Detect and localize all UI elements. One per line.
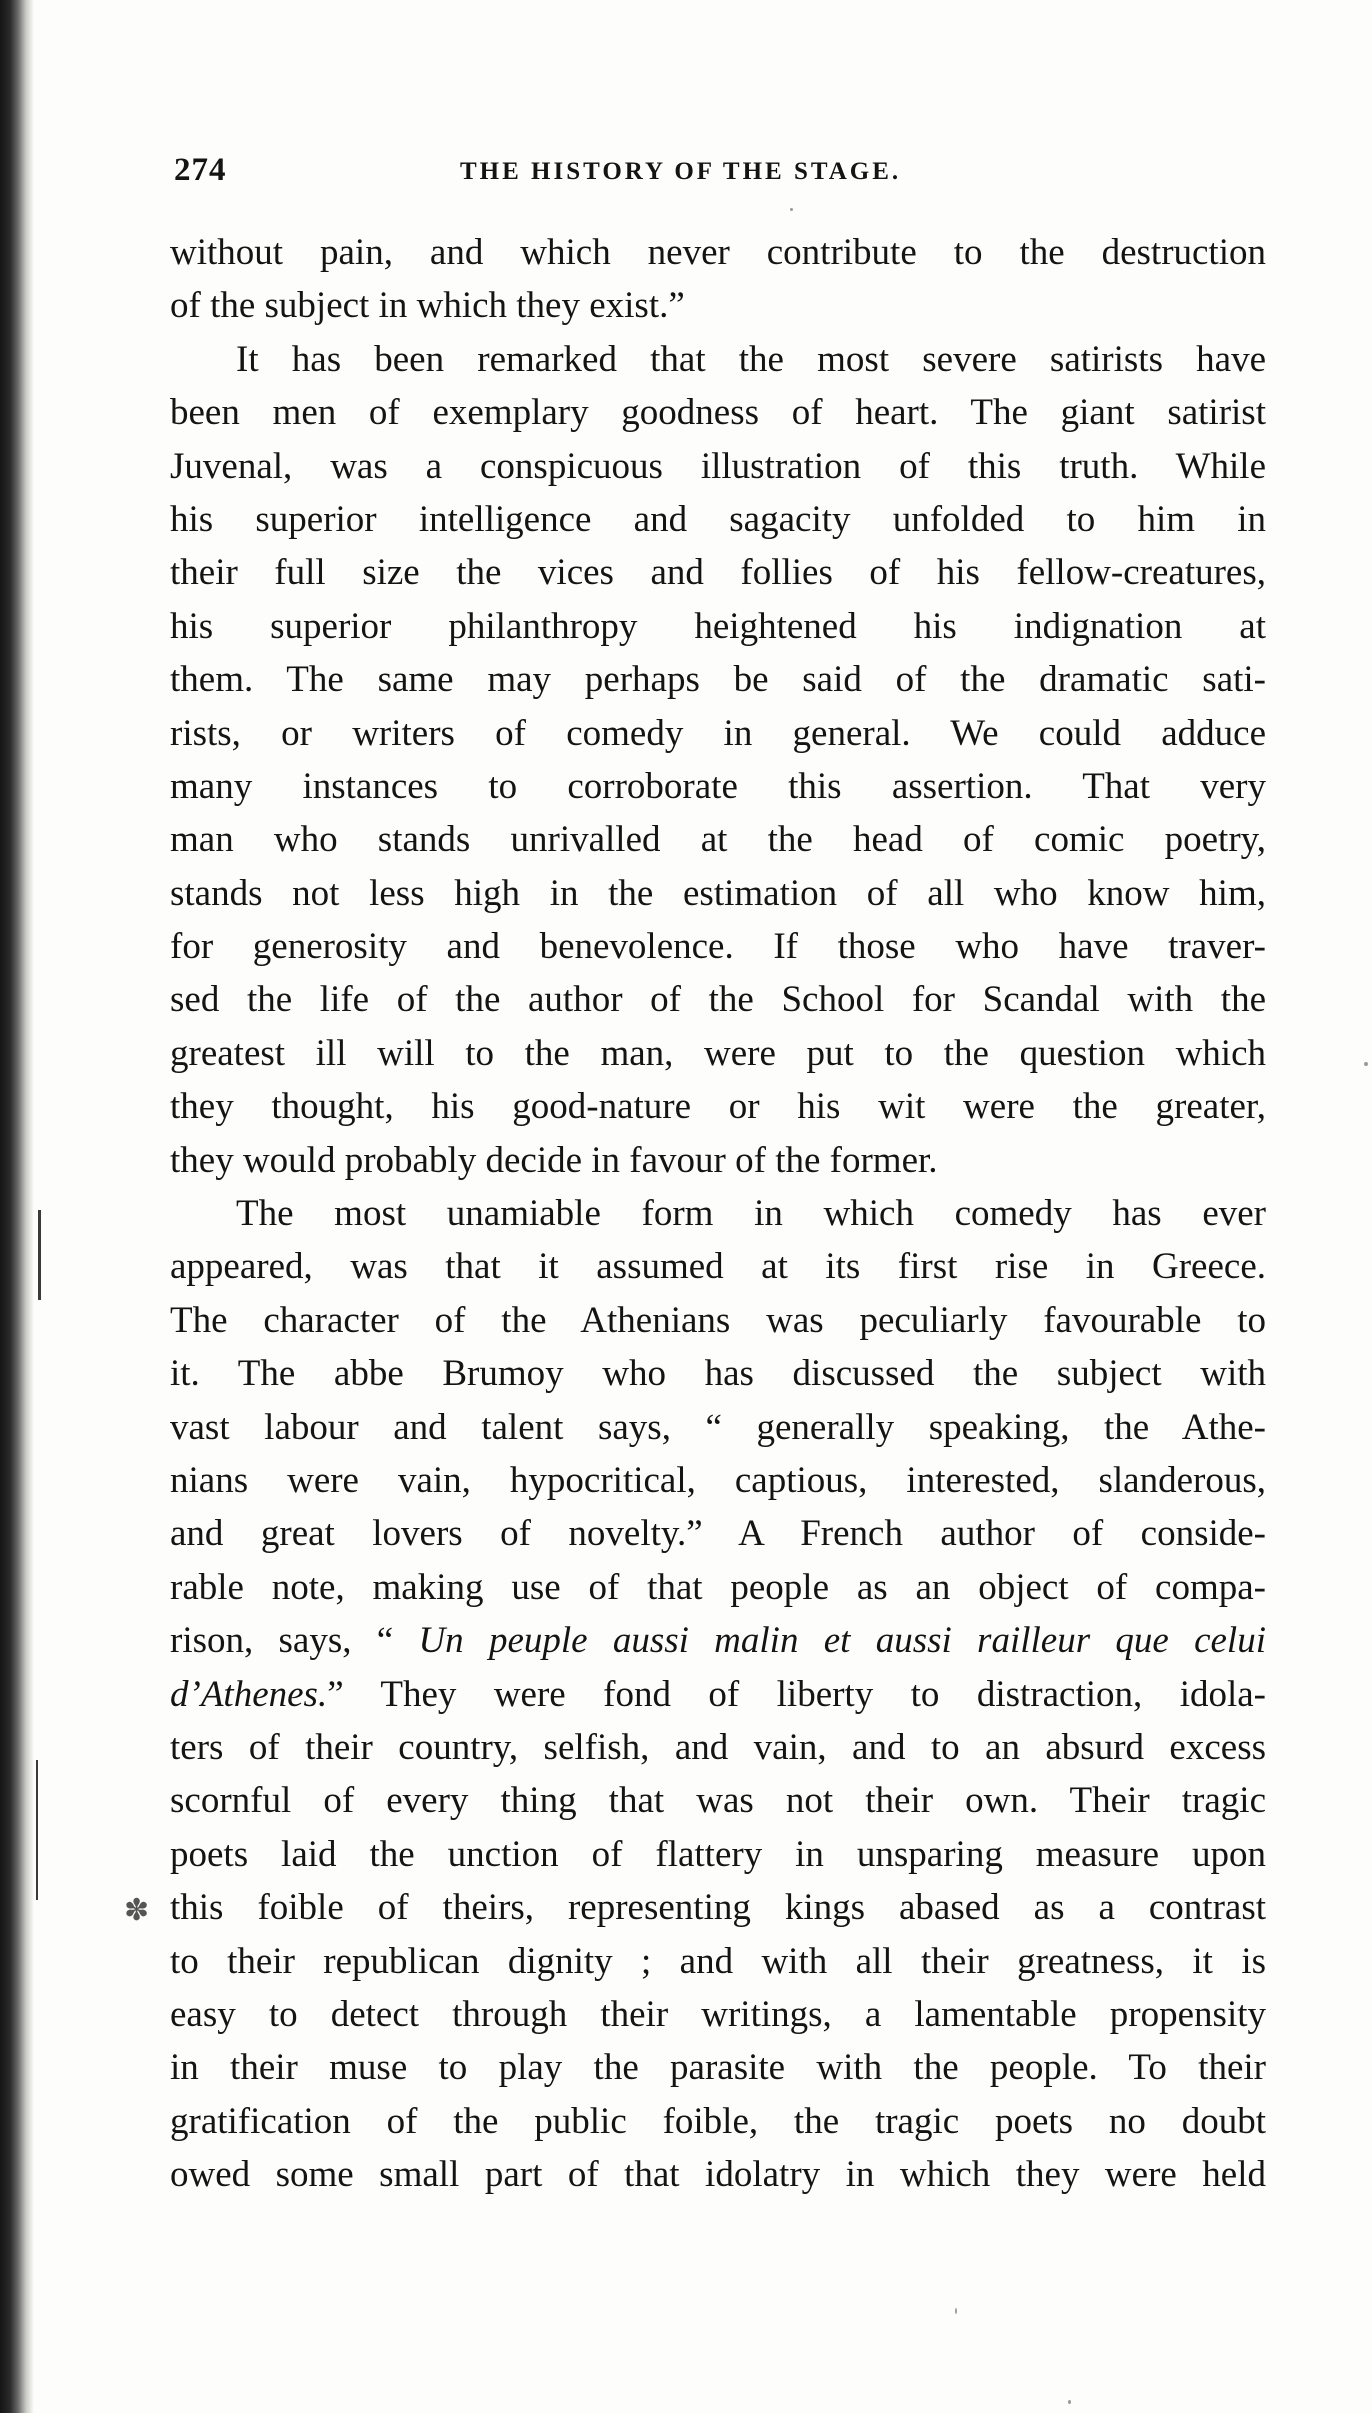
italic-phrase: Un peuple aussi malin et aussi railleur que celui	[418, 1620, 1266, 1662]
binding-speck	[38, 1210, 41, 1300]
text-line: nians were vain, hypocritical, captious, interested, slanderous,	[170, 1459, 1266, 1501]
text-line: ters of their country, selfish, and vain, and to an absurd excess	[170, 1726, 1266, 1768]
text-line: rable note, making use of that people as an object of compa-	[170, 1566, 1266, 1608]
text-line: they thought, his good-nature or his wit were the greater,	[170, 1086, 1266, 1128]
text-line: without pain, and which never contribute to the destruction	[170, 232, 1266, 273]
text-line: rists, or writers of comedy in general. We could adduce	[170, 712, 1266, 754]
text-line: greatest ill will to the man, were put to the question which	[170, 1032, 1266, 1074]
text-line: sed the life of the author of the School for Scandal with the	[170, 979, 1266, 1021]
text-line: it. The abbe Brumoy who has discussed the subject with	[170, 1353, 1266, 1395]
text-line: rison, says, “ Un peuple aussi malin et aussi railleur que celui	[170, 1620, 1266, 1662]
paper-speck	[790, 208, 793, 211]
text-line: stands not less high in the estimation of all who know him,	[170, 872, 1266, 914]
text-line: for generosity and benevolence. If those who have traver-	[170, 926, 1266, 968]
text-line: easy to detect through their writings, a lamentable propensity	[170, 1993, 1266, 2035]
paper-speck	[955, 2308, 957, 2314]
text-line: vast labour and talent says, “ generally speaking, the Athe-	[170, 1406, 1266, 1448]
text-line: this foible of theirs, representing kings abased as a contrast	[170, 1887, 1266, 1929]
paper-speck	[1364, 1062, 1368, 1066]
text-line: his superior intelligence and sagacity unfolded to him in	[170, 498, 1266, 540]
body-text	[170, 226, 1266, 2201]
running-head	[174, 152, 1264, 194]
text-line: It has been remarked that the most severe satirists have	[236, 338, 1266, 380]
text-line: scornful of every thing that was not their own. Their tragic	[170, 1780, 1266, 1822]
text-line: them. The same may perhaps be said of the dramatic sati-	[170, 659, 1266, 701]
italic-phrase: d’Athenes.	[170, 1673, 328, 1715]
text-line: been men of exemplary goodness of heart. The giant satirist	[170, 392, 1266, 434]
text-line: poets laid the unction of flattery in unsparing measure upon	[170, 1833, 1266, 1875]
text-line: and great lovers of novelty.” A French author of conside-	[170, 1513, 1266, 1555]
text-line: The character of the Athenians was peculiarly favourable to	[170, 1299, 1266, 1341]
text-line: The most unamiable form in which comedy has ever	[236, 1193, 1266, 1235]
page-number: 274	[174, 152, 227, 188]
margin-ornament-icon: ✽	[124, 1894, 150, 1927]
binding-edge	[0, 0, 34, 2413]
binding-speck	[36, 1760, 38, 1900]
text-line: man who stands unrivalled at the head of comic poetry,	[170, 819, 1266, 861]
text-line: many instances to corroborate this assertion. That very	[170, 765, 1266, 807]
text-line: of the subject in which they exist.”	[170, 285, 685, 327]
running-title: THE HISTORY OF THE STAGE.	[460, 158, 902, 185]
text-line: owed some small part of that idolatry in which they were held	[170, 2154, 1266, 2196]
text-line: gratification of the public foible, the tragic poets no doubt	[170, 2100, 1266, 2142]
text-line: d’Athenes.” They were fond of liberty to distraction, idola-	[170, 1673, 1266, 1715]
paper-speck	[1068, 2400, 1071, 2404]
text-line: his superior philanthropy heightened his indignation at	[170, 605, 1266, 647]
text-line: in their muse to play the parasite with the people. To their	[170, 2047, 1266, 2089]
text-line: their full size the vices and follies of his fellow-creatures,	[170, 552, 1266, 594]
text-line: Juvenal, was a conspicuous illustration of this truth. While	[170, 445, 1266, 487]
text-line: to their republican dignity ; and with all their greatness, it is	[170, 1940, 1266, 1982]
text-line: appeared, was that it assumed at its first rise in Greece.	[170, 1246, 1266, 1288]
text-line: they would probably decide in favour of the former.	[170, 1139, 938, 1181]
